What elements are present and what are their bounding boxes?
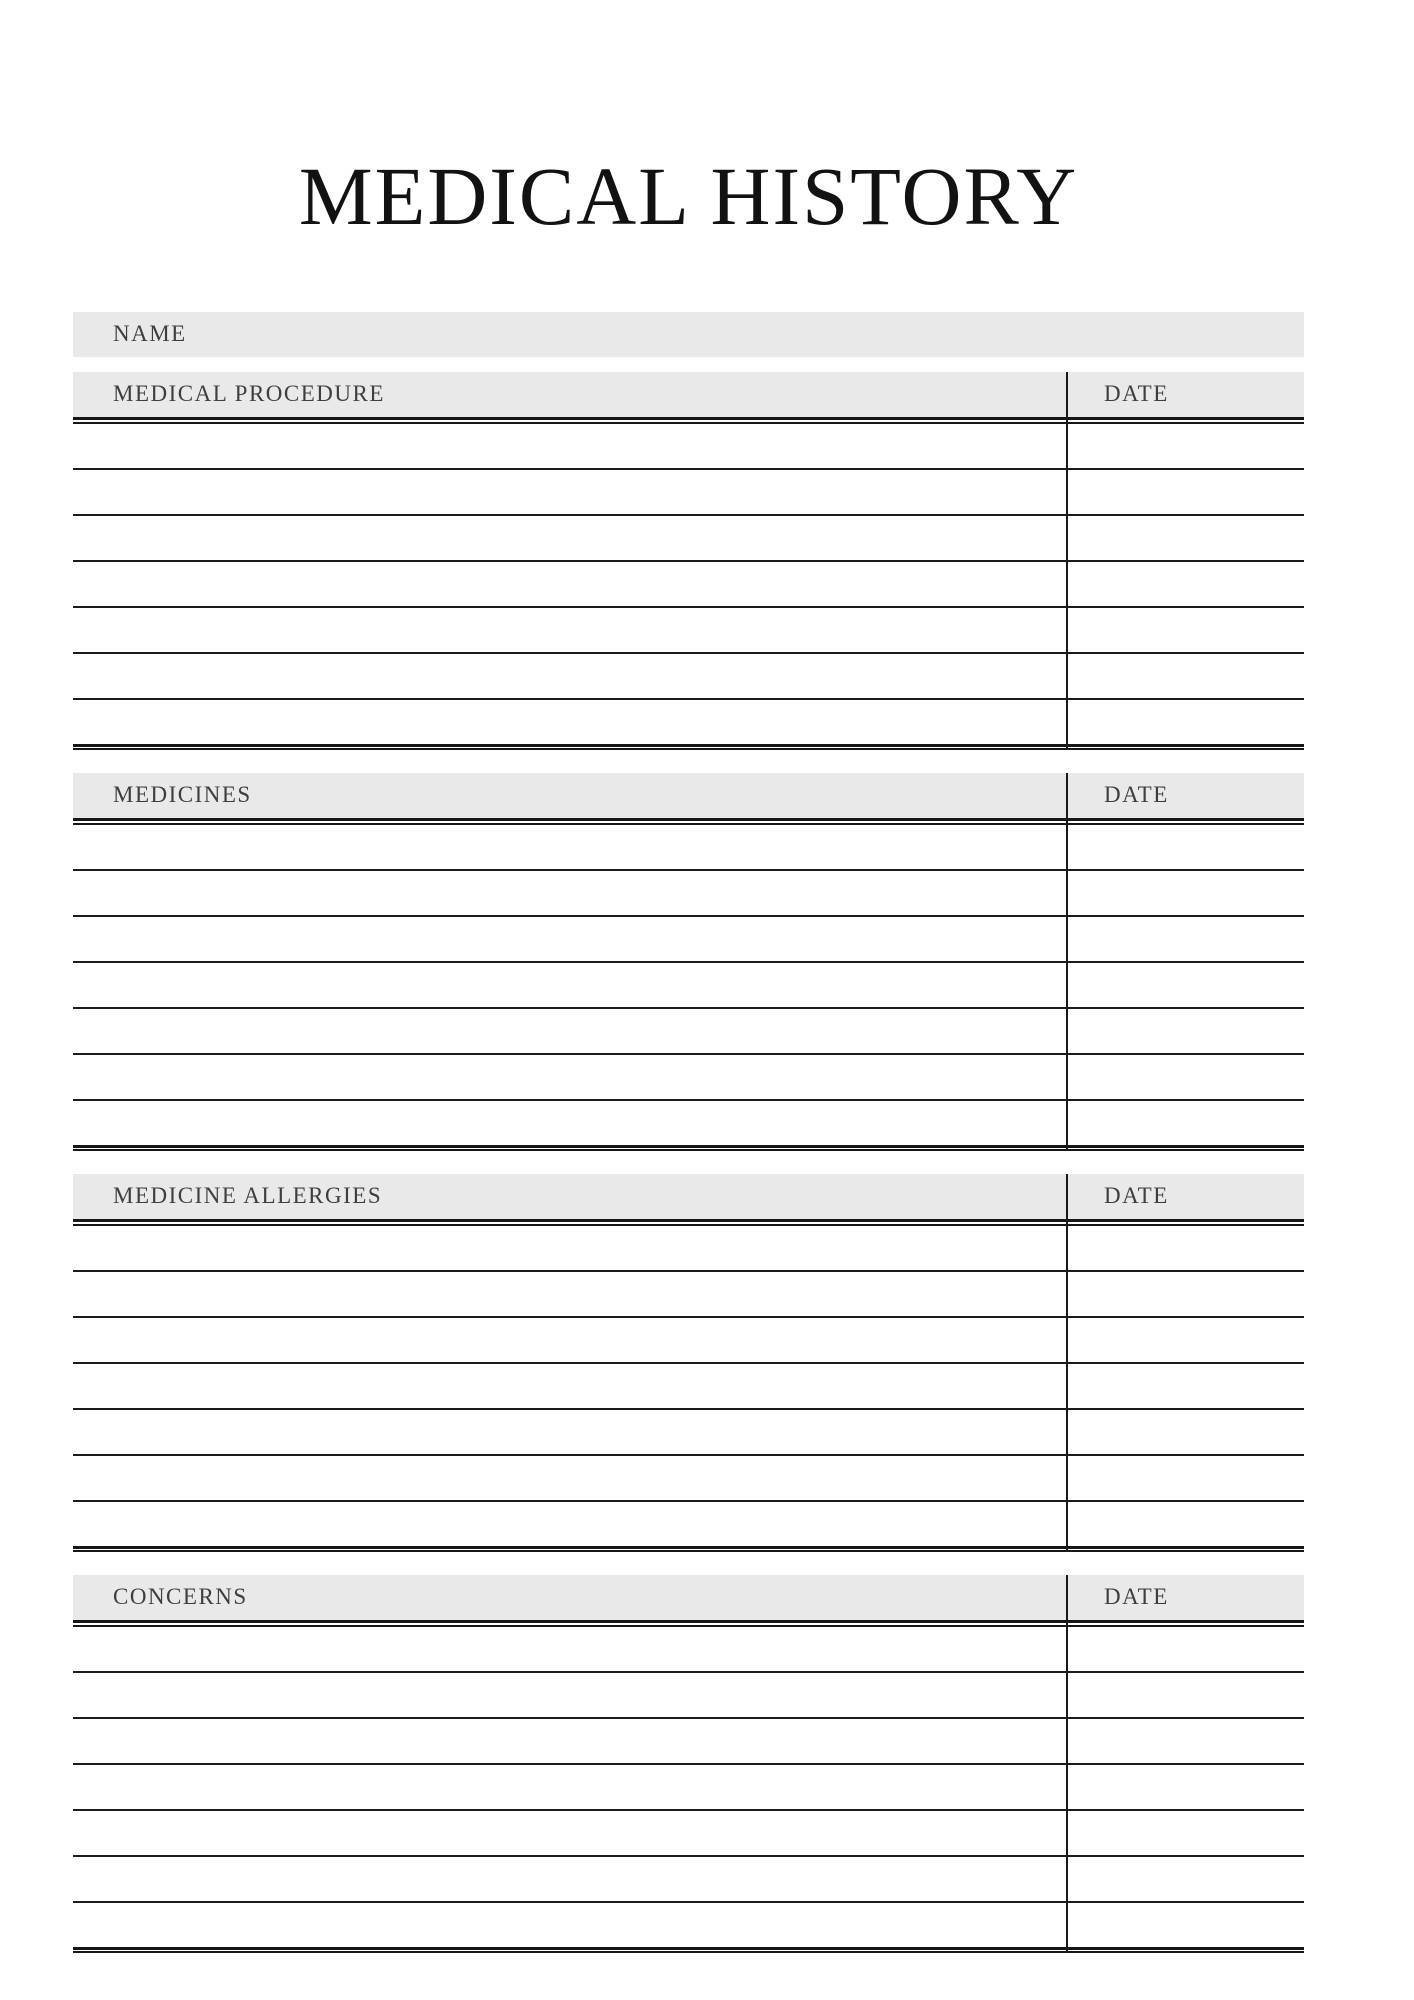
date-cell[interactable] [1066,700,1304,744]
entry-cell[interactable] [73,1811,1066,1855]
name-field-label: NAME [113,321,187,347]
rows-medicine-allergies [73,1226,1304,1546]
section-header-left [73,1174,1066,1219]
entry-cell[interactable] [73,654,1066,698]
double-rule-top [73,417,1304,424]
date-cell[interactable] [1066,1009,1304,1053]
entry-cell[interactable] [73,1318,1066,1362]
section-title: MEDICINE ALLERGIES [113,1183,383,1209]
table-row[interactable] [73,1719,1304,1765]
date-cell[interactable] [1066,1226,1304,1270]
section-title: MEDICAL PROCEDURE [113,381,385,407]
rows-medical-procedure [73,424,1304,744]
entry-cell[interactable] [73,1226,1066,1270]
column-divider [1066,1174,1068,1552]
date-cell[interactable] [1066,1627,1304,1671]
entry-cell[interactable] [73,562,1066,606]
double-rule-bottom [73,1947,1304,1953]
section-header [73,773,1304,818]
table-row[interactable] [73,1410,1304,1456]
table-row[interactable] [73,1502,1304,1546]
rows-medicines [73,825,1304,1145]
table-row[interactable] [73,1318,1304,1364]
date-cell[interactable] [1066,1673,1304,1717]
double-rule-top [73,1620,1304,1627]
entry-cell[interactable] [73,1502,1066,1546]
date-cell[interactable] [1066,470,1304,514]
double-rule-bottom [73,1546,1304,1552]
name-field-row[interactable] [73,312,1304,357]
double-rule-bottom [73,1145,1304,1151]
date-column-header [1066,773,1304,818]
section-header [73,1575,1304,1620]
table-row[interactable] [73,825,1304,871]
date-cell[interactable] [1066,654,1304,698]
date-column-header [1066,1575,1304,1620]
table-row[interactable] [73,700,1304,744]
date-cell[interactable] [1066,608,1304,652]
table-row[interactable] [73,1456,1304,1502]
section-medicines [73,773,1304,1151]
entry-cell[interactable] [73,1627,1066,1671]
date-column-label: DATE [1104,381,1169,407]
section-header-left [73,773,1066,818]
column-divider [1066,1575,1068,1953]
entry-cell[interactable] [73,963,1066,1007]
entry-cell[interactable] [73,608,1066,652]
entry-cell[interactable] [73,1673,1066,1717]
entry-cell[interactable] [73,871,1066,915]
section-header-left [73,372,1066,417]
table-row[interactable] [73,963,1304,1009]
table-row[interactable] [73,608,1304,654]
section-title: CONCERNS [113,1584,248,1610]
table-row[interactable] [73,562,1304,608]
date-cell[interactable] [1066,1719,1304,1763]
date-cell[interactable] [1066,1055,1304,1099]
entry-cell[interactable] [73,1765,1066,1809]
column-divider [1066,773,1068,1151]
date-cell[interactable] [1066,917,1304,961]
date-column-label: DATE [1104,782,1169,808]
entry-cell[interactable] [73,1272,1066,1316]
entry-cell[interactable] [73,1055,1066,1099]
date-cell[interactable] [1066,1811,1304,1855]
date-cell[interactable] [1066,871,1304,915]
entry-cell[interactable] [73,1101,1066,1145]
rows-concerns [73,1627,1304,1947]
date-column-label: DATE [1104,1584,1169,1610]
table-row[interactable] [73,1055,1304,1101]
date-cell[interactable] [1066,1502,1304,1546]
double-rule-bottom [73,744,1304,750]
date-column-header [1066,1174,1304,1219]
table-row[interactable] [73,1673,1304,1719]
section-header-left [73,1575,1066,1620]
double-rule-top [73,818,1304,825]
entry-cell[interactable] [73,917,1066,961]
entry-cell[interactable] [73,825,1066,869]
entry-cell[interactable] [73,1857,1066,1901]
date-cell[interactable] [1066,1410,1304,1454]
date-column-label: DATE [1104,1183,1169,1209]
table-row[interactable] [73,1903,1304,1947]
date-cell[interactable] [1066,1903,1304,1947]
date-cell[interactable] [1066,1456,1304,1500]
table-row[interactable] [73,654,1304,700]
table-row[interactable] [73,516,1304,562]
double-rule-top [73,1219,1304,1226]
entry-cell[interactable] [73,1009,1066,1053]
date-cell[interactable] [1066,1364,1304,1408]
entry-cell[interactable] [73,1903,1066,1947]
table-row[interactable] [73,871,1304,917]
table-row[interactable] [73,1272,1304,1318]
entry-cell[interactable] [73,1456,1066,1500]
entry-cell[interactable] [73,424,1066,468]
entry-cell[interactable] [73,516,1066,560]
date-cell[interactable] [1066,1765,1304,1809]
section-title: MEDICINES [113,782,252,808]
table-row[interactable] [73,1364,1304,1410]
table-row[interactable] [73,1857,1304,1903]
entry-cell[interactable] [73,1410,1066,1454]
table-row[interactable] [73,1009,1304,1055]
entry-cell[interactable] [73,1719,1066,1763]
date-cell[interactable] [1066,1857,1304,1901]
entry-cell[interactable] [73,470,1066,514]
table-row[interactable] [73,1765,1304,1811]
date-cell[interactable] [1066,1272,1304,1316]
column-divider [1066,372,1068,750]
section-concerns [73,1575,1304,1953]
date-cell[interactable] [1066,963,1304,1007]
table-row[interactable] [73,470,1304,516]
section-header [73,372,1304,417]
date-cell[interactable] [1066,562,1304,606]
date-cell[interactable] [1066,1318,1304,1362]
date-cell[interactable] [1066,825,1304,869]
entry-cell[interactable] [73,700,1066,744]
date-column-header [1066,372,1304,417]
content-area [73,56,1304,1953]
page-title: MEDICAL HISTORY [298,149,1079,242]
date-cell[interactable] [1066,424,1304,468]
table-row[interactable] [73,424,1304,470]
section-header [73,1174,1304,1219]
table-row[interactable] [73,917,1304,963]
table-row[interactable] [73,1101,1304,1145]
table-row[interactable] [73,1627,1304,1673]
date-cell[interactable] [1066,1101,1304,1145]
entry-cell[interactable] [73,1364,1066,1408]
section-medical-procedure [73,372,1304,750]
section-medicine-allergies [73,1174,1304,1552]
table-row[interactable] [73,1226,1304,1272]
table-row[interactable] [73,1811,1304,1857]
date-cell[interactable] [1066,516,1304,560]
